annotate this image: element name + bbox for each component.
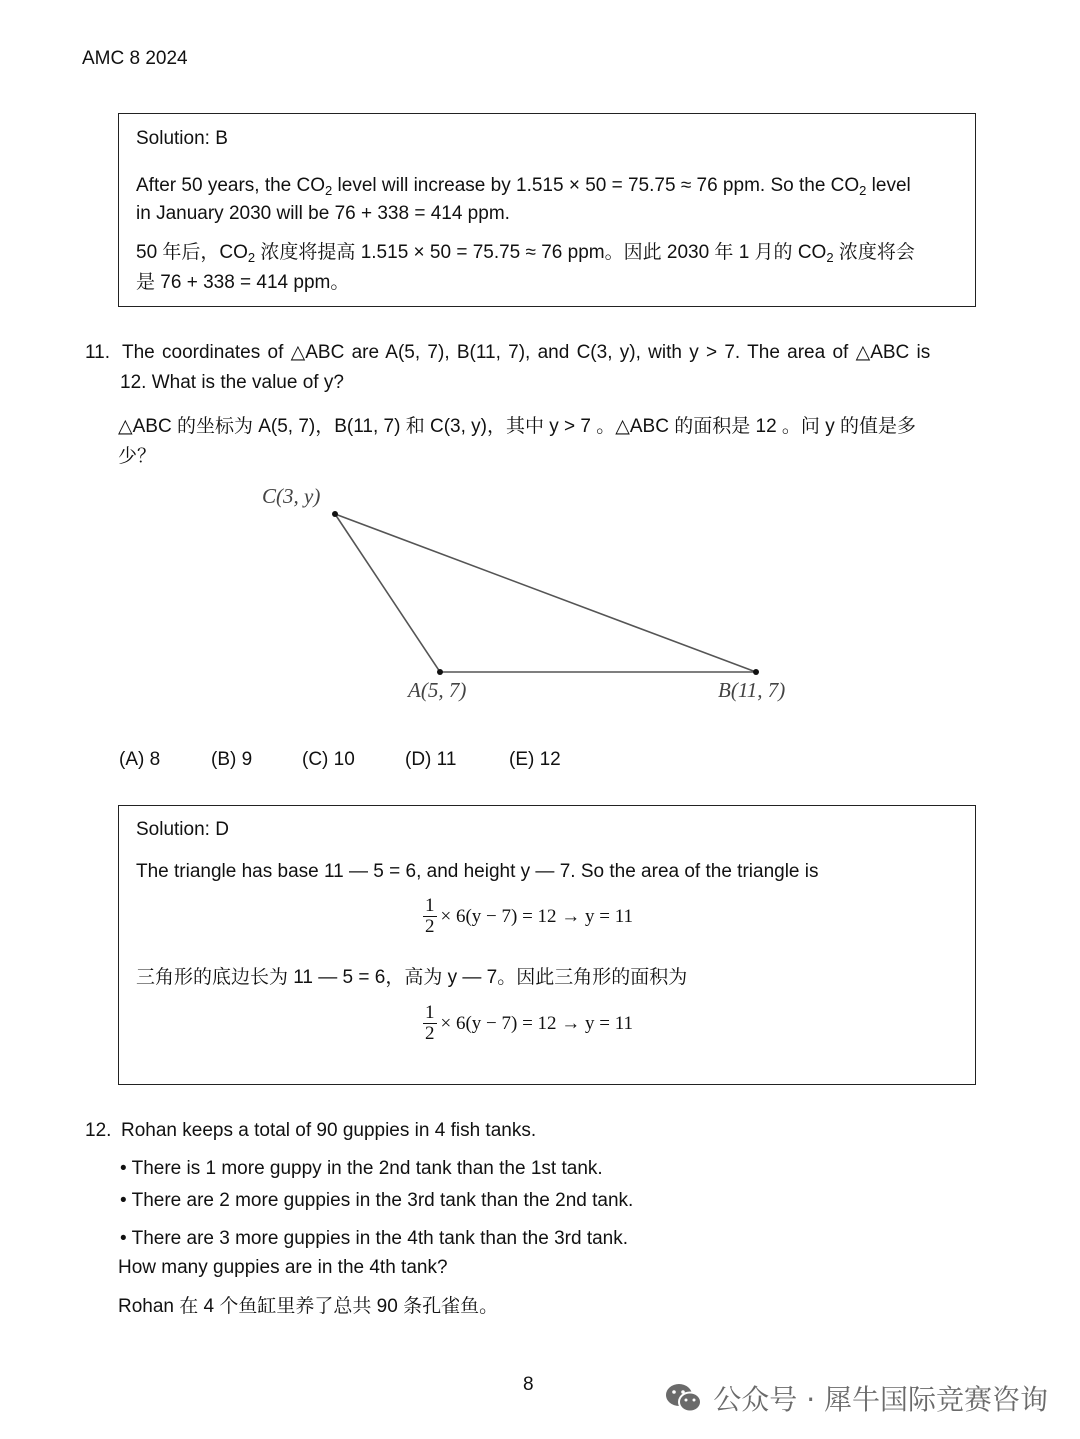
choice-value: 9 — [241, 749, 253, 770]
solution-title: Solution: B — [136, 128, 228, 149]
fraction-numerator: 1 — [425, 895, 435, 916]
bullet-item-1: • There is 1 more guppy in the 2nd tank than the 1st tank. — [120, 1158, 603, 1179]
choice-a — [119, 746, 160, 774]
choice-letter: (E) — [509, 749, 535, 770]
label-a: A(5, 7) — [408, 678, 467, 702]
solution-en-line-2: in January 2030 will be 76 + 338 = 414 ppm. — [136, 203, 510, 224]
choice-letter: (A) — [119, 749, 145, 770]
bullet-item-3: • There are 3 more guppies in the 4th tank than the 3rd tank. — [120, 1228, 629, 1249]
label-c: C(3, y) — [262, 484, 321, 508]
problem-question: How many guppies are in the 4th tank? — [118, 1257, 448, 1278]
wechat-icon — [665, 1382, 703, 1414]
solution-zh-line-2: 是 76 + 338 = 414 ppm。 — [136, 272, 350, 293]
solution-box-10 — [118, 113, 976, 307]
fraction — [423, 1003, 437, 1044]
equation-text: × 6(y − 7) = 12 → y = 11 — [440, 905, 634, 927]
page-header: AMC 8 2024 — [82, 48, 188, 69]
fraction-numerator: 1 — [425, 1002, 435, 1023]
watermark — [665, 1378, 1048, 1418]
choice-e — [509, 746, 561, 774]
choice-c — [302, 746, 355, 774]
equation-2 — [423, 1003, 633, 1044]
problem-zh-line-2: 少？ — [118, 446, 157, 467]
fraction — [423, 896, 437, 937]
choice-value: 12 — [539, 749, 561, 770]
solution-en-line: The triangle has base 11 — 5 = 6, and height y — 7. So the area of the triangle is — [136, 861, 819, 882]
choice-letter: (C) — [302, 749, 329, 770]
subscript: 2 — [325, 183, 333, 198]
solution-zh-line-1 — [136, 239, 915, 267]
equation-text: × 6(y − 7) = 12 → y = 11 — [440, 1012, 634, 1034]
vertex-b — [753, 669, 759, 675]
bullet-text: There are 2 more guppies in the 3rd tank than the 2nd tank. — [131, 1190, 634, 1211]
watermark-text: 公众号 · 犀牛国际竞赛咨询 — [713, 1383, 1048, 1416]
solution-en-line-1 — [136, 172, 911, 200]
text-segment: 50 年后，CO — [136, 242, 248, 263]
fraction-denominator: 2 — [425, 916, 435, 937]
vertex-c — [332, 511, 338, 517]
fraction-denominator: 2 — [425, 1023, 435, 1044]
problem-text-line-2: 12. What is the value of y? — [120, 372, 344, 393]
text-segment: level will increase by 1.515 × 50 = 75.75 ≈ 76 ppm. So the CO — [332, 175, 860, 196]
triangle-abc — [335, 514, 756, 672]
text-segment: 浓度将会 — [833, 242, 915, 263]
bullet-item-2: • There are 2 more guppies in the 3rd tank than the 2nd tank. — [120, 1190, 634, 1211]
label-b: B(11, 7) — [718, 678, 786, 702]
problem-number: 12. — [85, 1120, 112, 1141]
subscript: 2 — [247, 250, 256, 265]
choice-value: 11 — [436, 749, 457, 770]
problem-text-line-1: The coordinates of △ABC are A(5, 7), B(11, 7), and C(3, y), with y > 7. The area of △ABC is — [122, 342, 931, 363]
text-segment: After 50 years, the CO — [136, 175, 326, 196]
subscript: 2 — [859, 183, 867, 198]
choice-value: 8 — [149, 749, 161, 770]
vertex-a — [437, 669, 443, 675]
triangle-figure — [240, 475, 840, 715]
bullet-text: There are 3 more guppies in the 4th tank than the 3rd tank. — [131, 1228, 629, 1249]
text-segment: 浓度将提高 1.515 × 50 = 75.75 ≈ 76 ppm。因此 2030 年 1 月的 CO — [255, 242, 827, 263]
bullet-text: There is 1 more guppy in the 2nd tank than the 1st tank. — [131, 1158, 603, 1179]
choice-letter: (B) — [211, 749, 237, 770]
problem-zh-line: Rohan 在 4 个鱼缸里养了总共 90 条孔雀鱼。 — [118, 1296, 499, 1317]
solution-box-11 — [118, 805, 976, 1085]
problem-text: Rohan keeps a total of 90 guppies in 4 fish tanks. — [121, 1120, 537, 1141]
problem-zh-line-1: △ABC 的坐标为 A(5, 7)，B(11, 7) 和 C(3, y)，其中 y > 7 。△ABC 的面积是 12 。问 y 的值是多 — [118, 416, 916, 437]
page-number: 8 — [523, 1374, 534, 1395]
choice-d — [405, 746, 456, 774]
solution-title: Solution: D — [136, 819, 229, 840]
subscript: 2 — [826, 250, 834, 265]
text-segment: level — [866, 175, 911, 196]
equation-1 — [423, 896, 633, 937]
choice-value: 10 — [333, 749, 355, 770]
problem-number: 11. — [85, 342, 111, 363]
choice-letter: (D) — [405, 749, 432, 770]
choice-b — [211, 746, 252, 774]
solution-zh-line: 三角形的底边长为 11 — 5 = 6，高为 y — 7。因此三角形的面积为 — [136, 967, 688, 988]
